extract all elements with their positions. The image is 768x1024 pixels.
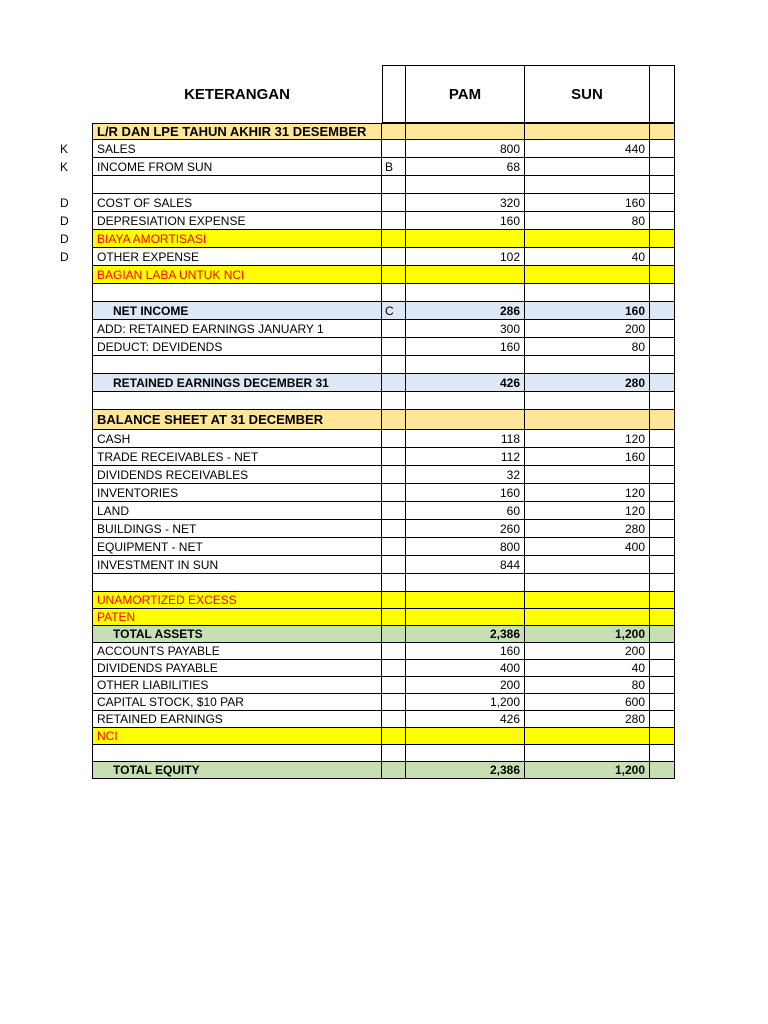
row-extra-cell	[650, 556, 675, 574]
row-extra-cell	[650, 158, 675, 176]
row-pam-value	[406, 176, 525, 194]
row-ref	[382, 643, 406, 660]
row-sun-value	[525, 410, 650, 430]
row-label: DEDUCT: DEVIDENDS	[92, 338, 382, 356]
row-sun-value	[525, 745, 650, 762]
row-ref: B	[382, 158, 406, 176]
row-extra-cell	[650, 410, 675, 430]
row-label: RETAINED EARNINGS DECEMBER 31	[92, 374, 382, 392]
row-pam-value: 260	[406, 520, 525, 538]
row-sun-value	[525, 728, 650, 745]
row-pam-value: 160	[406, 484, 525, 502]
row-pam-value: 200	[406, 677, 525, 694]
row-extra-cell	[650, 123, 675, 140]
side-marker: K	[60, 142, 69, 156]
row-sun-value: 1,200	[525, 626, 650, 643]
row-ref	[382, 694, 406, 711]
row-sun-value: 280	[525, 374, 650, 392]
row-ref	[382, 484, 406, 502]
row-extra-cell	[650, 592, 675, 609]
row-sun-value	[525, 609, 650, 626]
row-label: INVENTORIES	[92, 484, 382, 502]
row-pam-value: 60	[406, 502, 525, 520]
row-extra-cell	[650, 176, 675, 194]
row-pam-value	[406, 574, 525, 592]
row-sun-value: 200	[525, 643, 650, 660]
row-ref	[382, 556, 406, 574]
row-ref	[382, 677, 406, 694]
row-sun-value: 400	[525, 538, 650, 556]
row-sun-value: 120	[525, 430, 650, 448]
row-ref	[382, 626, 406, 643]
row-extra-cell	[650, 248, 675, 266]
row-sun-value: 280	[525, 520, 650, 538]
row-pam-value: 400	[406, 660, 525, 677]
row-extra-cell	[650, 374, 675, 392]
row-pam-value	[406, 410, 525, 430]
row-label: TRADE RECEIVABLES - NET	[92, 448, 382, 466]
row-ref	[382, 430, 406, 448]
row-sun-value	[525, 176, 650, 194]
row-sun-value: 600	[525, 694, 650, 711]
row-pam-value: 32	[406, 466, 525, 484]
row-ref	[382, 230, 406, 248]
row-pam-value: 2,386	[406, 626, 525, 643]
row-pam-value: 1,200	[406, 694, 525, 711]
row-sun-value: 160	[525, 194, 650, 212]
row-sun-value: 160	[525, 302, 650, 320]
row-pam-value: 160	[406, 212, 525, 230]
row-sun-value: 40	[525, 660, 650, 677]
row-label: TOTAL ASSETS	[92, 626, 382, 643]
row-ref	[382, 711, 406, 728]
row-sun-value	[525, 392, 650, 410]
row-pam-value: 2,386	[406, 762, 525, 779]
row-pam-value: 800	[406, 140, 525, 158]
row-label	[92, 176, 382, 194]
row-ref	[382, 410, 406, 430]
row-sun-value: 200	[525, 320, 650, 338]
row-ref	[382, 248, 406, 266]
row-label: SALES	[92, 140, 382, 158]
row-ref	[382, 320, 406, 338]
row-ref	[382, 392, 406, 410]
row-ref	[382, 660, 406, 677]
row-ref	[382, 140, 406, 158]
row-label: NET INCOME	[92, 302, 382, 320]
row-extra-cell	[650, 430, 675, 448]
row-extra-cell	[650, 392, 675, 410]
row-sun-value: 40	[525, 248, 650, 266]
row-label: TOTAL EQUITY	[92, 762, 382, 779]
row-label: NCI	[92, 728, 382, 745]
row-label: DIVIDENDS PAYABLE	[92, 660, 382, 677]
row-pam-value: 102	[406, 248, 525, 266]
row-extra-cell	[650, 484, 675, 502]
side-marker: D	[60, 214, 69, 228]
header-pam: PAM	[406, 65, 525, 123]
row-sun-value: 120	[525, 502, 650, 520]
row-extra-cell	[650, 212, 675, 230]
row-ref	[382, 374, 406, 392]
row-label: DIVIDENDS RECEIVABLES	[92, 466, 382, 484]
row-pam-value: 320	[406, 194, 525, 212]
row-extra-cell	[650, 502, 675, 520]
row-extra-cell	[650, 677, 675, 694]
row-sun-value	[525, 230, 650, 248]
row-extra-cell	[650, 284, 675, 302]
row-pam-value	[406, 123, 525, 140]
row-ref	[382, 466, 406, 484]
row-pam-value	[406, 392, 525, 410]
row-ref	[382, 356, 406, 374]
row-sun-value	[525, 158, 650, 176]
row-sun-value: 120	[525, 484, 650, 502]
row-pam-value: 118	[406, 430, 525, 448]
row-label: CAPITAL STOCK, $10 PAR	[92, 694, 382, 711]
row-sun-value	[525, 466, 650, 484]
header-sun: SUN	[525, 65, 650, 123]
row-label: OTHER LIABILITIES	[92, 677, 382, 694]
row-ref	[382, 448, 406, 466]
row-sun-value: 1,200	[525, 762, 650, 779]
side-marker: D	[60, 250, 69, 264]
row-label	[92, 356, 382, 374]
row-label: INCOME FROM SUN	[92, 158, 382, 176]
row-label	[92, 284, 382, 302]
row-pam-value	[406, 728, 525, 745]
row-extra-cell	[650, 194, 675, 212]
header-ref	[382, 65, 406, 123]
row-pam-value: 844	[406, 556, 525, 574]
row-label	[92, 745, 382, 762]
row-sun-value	[525, 266, 650, 284]
row-sun-value	[525, 123, 650, 140]
row-ref	[382, 728, 406, 745]
row-extra-cell	[650, 694, 675, 711]
row-ref: C	[382, 302, 406, 320]
row-extra-cell	[650, 466, 675, 484]
row-label: OTHER EXPENSE	[92, 248, 382, 266]
row-extra-cell	[650, 230, 675, 248]
row-ref	[382, 538, 406, 556]
row-ref	[382, 266, 406, 284]
row-pam-value: 426	[406, 374, 525, 392]
row-extra-cell	[650, 302, 675, 320]
row-extra-cell	[650, 609, 675, 626]
row-sun-value	[525, 592, 650, 609]
row-label: BAGIAN LABA UNTUK NCI	[92, 266, 382, 284]
row-pam-value	[406, 609, 525, 626]
row-extra-cell	[650, 140, 675, 158]
row-extra-cell	[650, 520, 675, 538]
row-ref	[382, 284, 406, 302]
row-pam-value: 286	[406, 302, 525, 320]
row-extra-cell	[650, 538, 675, 556]
row-ref	[382, 176, 406, 194]
row-extra-cell	[650, 626, 675, 643]
row-extra-cell	[650, 660, 675, 677]
row-label	[92, 392, 382, 410]
row-label: ACCOUNTS PAYABLE	[92, 643, 382, 660]
row-label: LAND	[92, 502, 382, 520]
row-pam-value: 300	[406, 320, 525, 338]
row-label: PATEN	[92, 609, 382, 626]
row-pam-value	[406, 592, 525, 609]
row-ref	[382, 574, 406, 592]
row-pam-value: 68	[406, 158, 525, 176]
row-sun-value	[525, 556, 650, 574]
row-sun-value: 80	[525, 212, 650, 230]
row-ref	[382, 592, 406, 609]
row-label: BUILDINGS - NET	[92, 520, 382, 538]
row-pam-value	[406, 284, 525, 302]
row-ref	[382, 520, 406, 538]
row-ref	[382, 745, 406, 762]
row-extra-cell	[650, 711, 675, 728]
row-sun-value: 80	[525, 677, 650, 694]
row-extra-cell	[650, 356, 675, 374]
row-ref	[382, 194, 406, 212]
row-extra-cell	[650, 643, 675, 660]
row-ref	[382, 762, 406, 779]
row-label: EQUIPMENT - NET	[92, 538, 382, 556]
row-label: L/R DAN LPE TAHUN AKHIR 31 DESEMBER	[92, 123, 382, 140]
row-ref	[382, 338, 406, 356]
side-marker: D	[60, 196, 69, 210]
row-label	[92, 574, 382, 592]
row-ref	[382, 123, 406, 140]
row-label: UNAMORTIZED EXCESS	[92, 592, 382, 609]
header-keterangan: KETERANGAN	[184, 85, 290, 103]
side-marker: K	[60, 160, 69, 174]
row-label: ADD: RETAINED EARNINGS JANUARY 1	[92, 320, 382, 338]
row-pam-value: 160	[406, 338, 525, 356]
row-sun-value	[525, 356, 650, 374]
row-extra-cell	[650, 762, 675, 779]
row-label: INVESTMENT IN SUN	[92, 556, 382, 574]
row-sun-value	[525, 284, 650, 302]
row-extra-cell	[650, 728, 675, 745]
row-label: CASH	[92, 430, 382, 448]
row-pam-value	[406, 745, 525, 762]
header-extra	[650, 65, 675, 123]
side-marker: D	[60, 232, 69, 246]
row-label: DEPRESIATION EXPENSE	[92, 212, 382, 230]
row-extra-cell	[650, 574, 675, 592]
row-sun-value: 160	[525, 448, 650, 466]
row-label: BALANCE SHEET AT 31 DECEMBER	[92, 410, 382, 430]
row-extra-cell	[650, 320, 675, 338]
row-label: COST OF SALES	[92, 194, 382, 212]
row-label: BIAYA AMORTISASI	[92, 230, 382, 248]
row-ref	[382, 609, 406, 626]
row-sun-value: 440	[525, 140, 650, 158]
row-pam-value: 800	[406, 538, 525, 556]
row-pam-value	[406, 230, 525, 248]
row-pam-value	[406, 266, 525, 284]
row-pam-value: 426	[406, 711, 525, 728]
row-ref	[382, 502, 406, 520]
row-label: RETAINED EARNINGS	[92, 711, 382, 728]
row-extra-cell	[650, 338, 675, 356]
row-extra-cell	[650, 745, 675, 762]
row-sun-value: 280	[525, 711, 650, 728]
row-extra-cell	[650, 266, 675, 284]
row-pam-value: 112	[406, 448, 525, 466]
row-ref	[382, 212, 406, 230]
row-pam-value: 160	[406, 643, 525, 660]
row-sun-value	[525, 574, 650, 592]
row-extra-cell	[650, 448, 675, 466]
row-pam-value	[406, 356, 525, 374]
row-sun-value: 80	[525, 338, 650, 356]
